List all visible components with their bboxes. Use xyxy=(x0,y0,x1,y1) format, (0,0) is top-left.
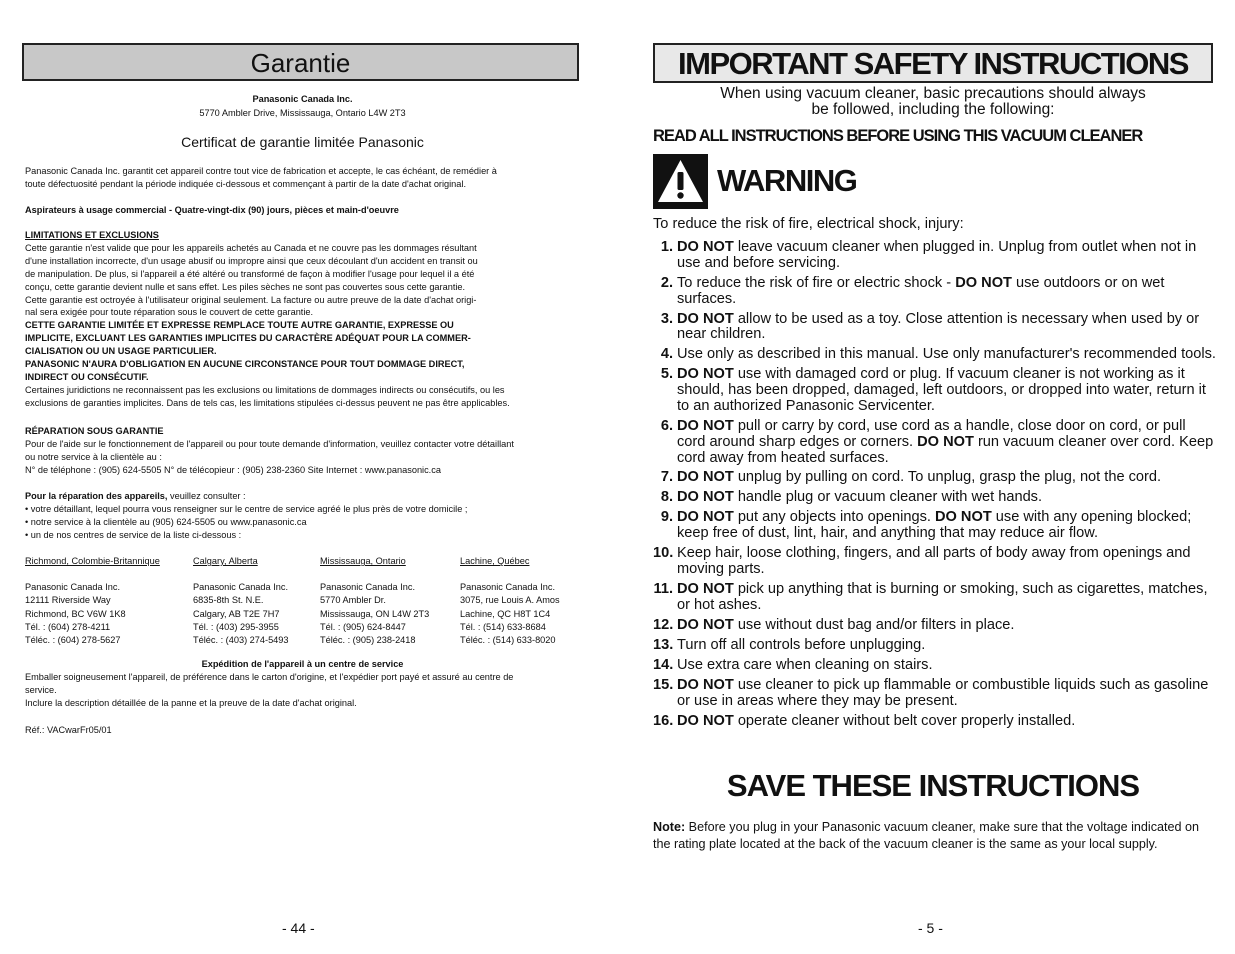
page-number: - 5 - xyxy=(918,920,943,936)
service-center-calgary: Calgary, Alberta Panasonic Canada Inc. 6835-8th St. N.E. Calgary, AB T2E 7H7 Tél. : (403) 295-3955 Téléc. : (403) 274-5493 xyxy=(193,556,289,646)
list-item xyxy=(653,312,1218,344)
read-all-heading: READ ALL INSTRUCTIONS BEFORE USING THIS VACUUM CLEANER xyxy=(653,127,1143,145)
list-item xyxy=(653,490,1218,506)
item-text: pull or carry by cord, use cord as a handle, close door on cord, or pull cord around sharp edges or corners. xyxy=(677,417,1186,450)
item-number: 7. xyxy=(660,469,673,486)
note-paragraph: Note: Before you plug in your Panasonic vacuum cleaner, make sure that the voltage indicated on the rating plate located at the back of the vacuum cleaner is the same as your local supply. xyxy=(653,820,1200,851)
list-item xyxy=(653,658,1218,674)
list-item xyxy=(653,714,1218,730)
item-text: leave vacuum cleaner when plugged in. Unplug from outlet when not in use and before servicing. xyxy=(677,239,1197,271)
item-text: use without dust bag and/or filters in place. xyxy=(733,616,1015,633)
list-item: • un de nos centres de service de la liste ci-dessous : xyxy=(25,529,242,540)
do-not-label: DO NOT xyxy=(677,366,734,383)
repair-heading: RÉPARATION SOUS GARANTIE xyxy=(25,426,164,436)
intro-text: When using vacuum cleaner, basic precautions should always be followed, including the following: xyxy=(720,85,1146,118)
item-number: 8. xyxy=(660,489,673,506)
do-not-label: DO NOT xyxy=(917,433,974,450)
list-item xyxy=(653,510,1218,542)
item-text: Turn off all controls before unplugging. xyxy=(677,636,926,653)
page-number: - 44 - xyxy=(282,920,315,936)
warning-icon xyxy=(653,154,708,209)
item-text: pick up anything that is burning or smoking, such as cigarettes, matches, or hot ashes. xyxy=(677,581,1208,613)
item-text: Use extra care when cleaning on stairs. xyxy=(677,656,933,673)
company-address: 5770 Ambler Drive, Mississauga, Ontario L4W 2T3 xyxy=(199,108,406,118)
do-not-label: DO NOT xyxy=(934,509,992,526)
item-number: 4. xyxy=(660,346,673,363)
intro-paragraph: Panasonic Canada Inc. garantit cet appareil contre tout vice de fabrication et accepte, le cas échéant, de remédier à toute défectuosité pendant la période indiquée ci-dessous et commençant à partir de la date d'achat original. xyxy=(25,166,497,189)
item-text: unplug by pulling on cord. To unplug, grasp the plug, not the cord. xyxy=(733,469,1162,486)
do-not-label: DO NOT xyxy=(677,509,734,526)
item-text: use cleaner to pick up flammable or combustible liquids such as gasoline or use in areas where they may be present. xyxy=(677,676,1209,709)
service-center-mississauga: Mississauga, Ontario Panasonic Canada Inc. 5770 Ambler Dr. Mississauga, ON L4W 2T3 Tél. : (905) 624-8447 Téléc. : (905) 238-2418 xyxy=(320,556,430,646)
reduce-risk-text: To reduce the risk of fire, electrical shock, injury: xyxy=(653,216,964,232)
item-text: use with any opening blocked; keep free of dust, lint, hair, and anything that may reduce air flow. xyxy=(677,509,1192,542)
list-item xyxy=(653,678,1218,710)
item-text: Use only as described in this manual. Use only manufacturer's recommended tools. xyxy=(677,346,1216,363)
list-item xyxy=(653,638,1218,654)
shipping-section: Expédition de l'appareil à un centre de service Emballer soigneusement l'appareil, de préférence dans le carton d'origine, et l'expédier port payé et assuré au centre de service. Inclure la description détaillée de la panne et la preuve de la date d'achat original. xyxy=(25,658,580,710)
do-not-label: DO NOT xyxy=(677,239,734,255)
list-item: • votre détaillant, lequel pourra vous renseigner sur le centre de service agréé le plus près de votre domicile ; xyxy=(25,503,468,514)
list-item xyxy=(653,618,1218,634)
list-item xyxy=(653,419,1218,466)
do-not-label: DO NOT xyxy=(677,676,734,693)
item-number: 12. xyxy=(653,616,674,633)
commercial-heading: Aspirateurs à usage commercial - Quatre-vingt-dix (90) jours, pièces et main-d'oeuvre xyxy=(25,205,399,215)
do-not-label: DO NOT xyxy=(677,310,734,327)
list-item xyxy=(653,367,1218,414)
list-item xyxy=(653,240,1218,272)
certificate-title: Certificat de garantie limitée Panasonic xyxy=(181,134,424,150)
do-not-label: DO NOT xyxy=(677,469,734,486)
service-center-richmond: Richmond, Colombie-Britannique Panasonic Canada Inc. 12111 Riverside Way Richmond, BC V6W 1K8 Tél. : (604) 278-4211 Téléc. : (604) 278-5627 xyxy=(25,556,160,646)
item-text: run vacuum cleaner over cord. Keep cord away from heated surfaces. xyxy=(677,433,1214,466)
list-item: • notre service à la clientèle au (905) 624-5505 ou www.panasonic.ca xyxy=(25,516,307,527)
item-number: 2. xyxy=(660,274,673,291)
page-title: Garantie xyxy=(22,43,579,81)
do-not-label: DO NOT xyxy=(677,616,734,633)
item-number: 3. xyxy=(660,310,673,327)
item-number: 1. xyxy=(660,239,673,255)
item-number: 15. xyxy=(653,676,674,693)
do-not-label: DO NOT xyxy=(677,489,734,506)
repair-section: RÉPARATION SOUS GARANTIE Pour de l'aide sur le fonctionnement de l'appareil ou pour toute demande d'information, veuillez contacter votre détaillant ou notre service à la clientèle au : N° de téléphone : (905) 624-5505 N° de télécopieur : (905) 238-2360 Site Internet : www.panasonic.ca xyxy=(25,425,580,477)
item-number: 13. xyxy=(653,636,674,653)
reference: Réf.: VACwarFr05/01 xyxy=(25,725,112,735)
item-text: use with damaged cord or plug. If vacuum cleaner is not working as it should, has been dropped, damaged, left outdoors, or dropped into water, return it to an authorized Panasonic Servicenter. xyxy=(677,366,1206,414)
do-not-label: DO NOT xyxy=(677,581,734,598)
item-number: 10. xyxy=(653,545,674,562)
item-number: 5. xyxy=(660,366,673,383)
list-item xyxy=(653,546,1218,578)
item-number: 6. xyxy=(660,417,673,434)
item-number: 11. xyxy=(653,581,673,598)
limitations-heading: LIMITATIONS ET EXCLUSIONS xyxy=(25,230,159,240)
item-text: put any objects into openings. xyxy=(733,509,935,526)
list-item xyxy=(653,582,1218,614)
do-not-label: DO NOT xyxy=(955,274,1012,291)
company-name: Panasonic Canada Inc. xyxy=(252,94,353,104)
do-not-label: DO NOT xyxy=(677,417,734,434)
item-number: 16. xyxy=(653,712,674,729)
item-text: To reduce the risk of fire or electric shock - xyxy=(677,274,956,291)
item-number: 14. xyxy=(653,656,674,673)
repair-devices-section: Pour la réparation des appareils, veuillez consulter : • votre détaillant, lequel pourra vous renseigner sur le centre de service agréé le plus près de votre domicile ; • notre service à la clientèle au (905) 624-5505 ou www.panasonic.ca • un de nos centres de service de la liste ci-dessous : xyxy=(25,490,580,542)
limitations-section: LIMITATIONS ET EXCLUSIONS Cette garantie n'est valide que pour les appareils achetés au Canada et ne couvre pas les dommages résultant d'une installation incorrecte, d'un usage abusif ou impropre ainsi que ceux découlant d'un accident en transit ou de manipulation. De plus, si l'appareil a été altéré ou transformé de façon à modifier l'usage pour lequel il a été conçu, cette garantie devient nulle et sans effet. Les piles sèches ne sont pas couvertes sous cette garantie. Cette garantie est octroyée à l'utilisateur original seulement. La facture ou autre preuve de la date d'achat origi- nal sera exigée pour toute réparation sous le couvert de cette garantie. CETTE GARANTIE LIMITÉE ET EXPRESSE REMPLACE TOUTE AUTRE GARANTIE, EXPRESSE OU IMPLICITE, EXCLUANT LES GARANTIES IMPLICITES DU CARACTÈRE ADÉQUAT POUR LA COMMER- CIALISATION OU UN USAGE PARTICULIER. PANASONIC N'AURA D'OBLIGATION EN AUCUNE CIRCONSTANCE POUR TOUT DOMMAGE DIRECT, INDIRECT OU CONSÉCUTIF. Certaines juridictions ne reconnaissent pas les exclusions ou limitations de dommages indirects ou consécutifs, ou les exclusions de garanties implicites. Dans de tels cas, les limitations stipulées ci-dessus peuvent ne pas être applicables. xyxy=(25,229,580,410)
item-text: Keep hair, loose clothing, fingers, and all parts of body away from openings and moving parts. xyxy=(677,545,1191,578)
shipping-heading: Expédition de l'appareil à un centre de service xyxy=(201,659,404,669)
list-item xyxy=(653,470,1218,486)
item-text: operate cleaner without belt cover properly installed. xyxy=(733,712,1076,729)
instruction-list xyxy=(653,240,1218,734)
do-not-label: DO NOT xyxy=(677,712,734,729)
page-title: IMPORTANT SAFETY INSTRUCTIONS xyxy=(653,43,1213,83)
list-item xyxy=(653,276,1218,308)
list-item xyxy=(653,347,1218,363)
save-instructions-heading: SAVE THESE INSTRUCTIONS xyxy=(726,768,1140,803)
item-number: 9. xyxy=(660,509,673,526)
item-text: use outdoors or on wet surfaces. xyxy=(677,274,1165,307)
item-text: handle plug or vacuum cleaner with wet hands. xyxy=(733,489,1043,506)
warning-heading: WARNING xyxy=(717,163,857,198)
service-center-lachine: Lachine, Québec Panasonic Canada Inc. 3075, rue Louis A. Amos Lachine, QC H8T 1C4 Tél. : (514) 633-8684 Téléc. : (514) 633-8020 xyxy=(460,556,560,646)
item-text: allow to be used as a toy. Close attention is necessary when used by or near children. xyxy=(677,310,1200,343)
